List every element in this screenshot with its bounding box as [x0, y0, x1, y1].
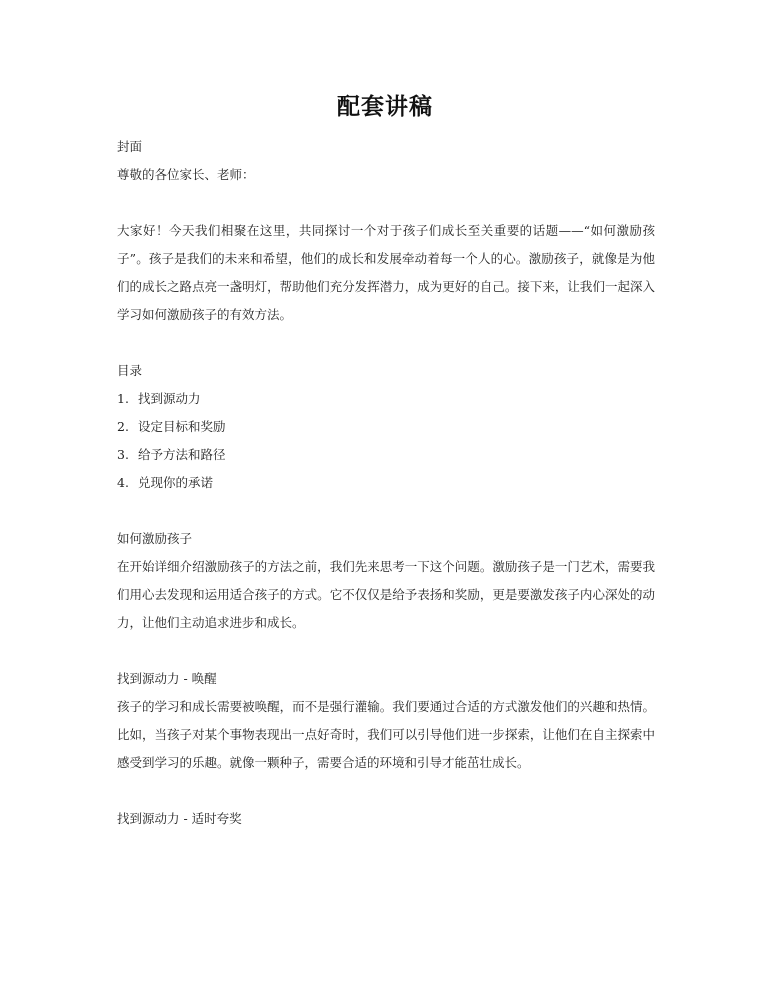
toc-item [117, 469, 655, 497]
toc-item-number: 3. [117, 447, 129, 462]
spacer [117, 497, 655, 525]
toc-list [117, 385, 655, 497]
page-title: 配套讲稿 [337, 93, 433, 120]
cover-heading: 封面 [117, 139, 143, 154]
toc-item-number: 2. [117, 419, 129, 434]
spacer [117, 637, 655, 665]
greeting-line: 尊敬的各位家长、老师： [117, 167, 255, 182]
toc-item-number: 1. [117, 391, 129, 406]
section-paragraph: 孩子的学习和成长需要被唤醒，而不是强行灌输。我们要通过合适的方式激发他们的兴趣和热情。比如，当孩子对某个事物表现出一点好奇时，我们可以引导他们进一步探索，让他们在自主探索中感受到学习的乐趣。就像一颗种子，需要合适的环境和引导才能茁壮成长。 [117, 699, 655, 770]
toc-item-label: 设定目标和奖励 [138, 419, 226, 434]
section-heading: 找到源动力 - 唤醒 [117, 671, 217, 686]
intro-paragraph: 大家好！今天我们相聚在这里，共同探讨一个对于孩子们成长至关重要的话题——“如何激励孩子”。孩子是我们的未来和希望，他们的成长和发展牵动着每一个人的心。激励孩子，就像是为他们的成长之路点亮一盏明灯，帮助他们充分发挥潜力，成为更好的自己。接下来，让我们一起深入学习如何激励孩子的有效方法。 [117, 223, 655, 322]
toc-heading: 目录 [117, 363, 143, 378]
toc-item-label: 找到源动力 [138, 391, 201, 406]
document-body [117, 133, 655, 833]
toc-item [117, 441, 655, 469]
spacer [117, 329, 655, 357]
toc-item [117, 385, 655, 413]
spacer [117, 777, 655, 805]
spacer [117, 189, 655, 217]
toc-item [117, 413, 655, 441]
section-paragraph: 在开始详细介绍激励孩子的方法之前，我们先来思考一下这个问题。激励孩子是一门艺术，需要我们用心去发现和运用适合孩子的方式。它不仅仅是给予表扬和奖励，更是要激发孩子内心深处的动力，让他们主动追求进步和成长。 [117, 559, 655, 630]
section-heading: 找到源动力 - 适时夸奖 [117, 811, 242, 826]
toc-item-label: 给予方法和路径 [138, 447, 226, 462]
toc-item-number: 4. [117, 475, 129, 490]
toc-item-label: 兑现你的承诺 [138, 475, 214, 490]
section-heading: 如何激励孩子 [117, 531, 193, 546]
